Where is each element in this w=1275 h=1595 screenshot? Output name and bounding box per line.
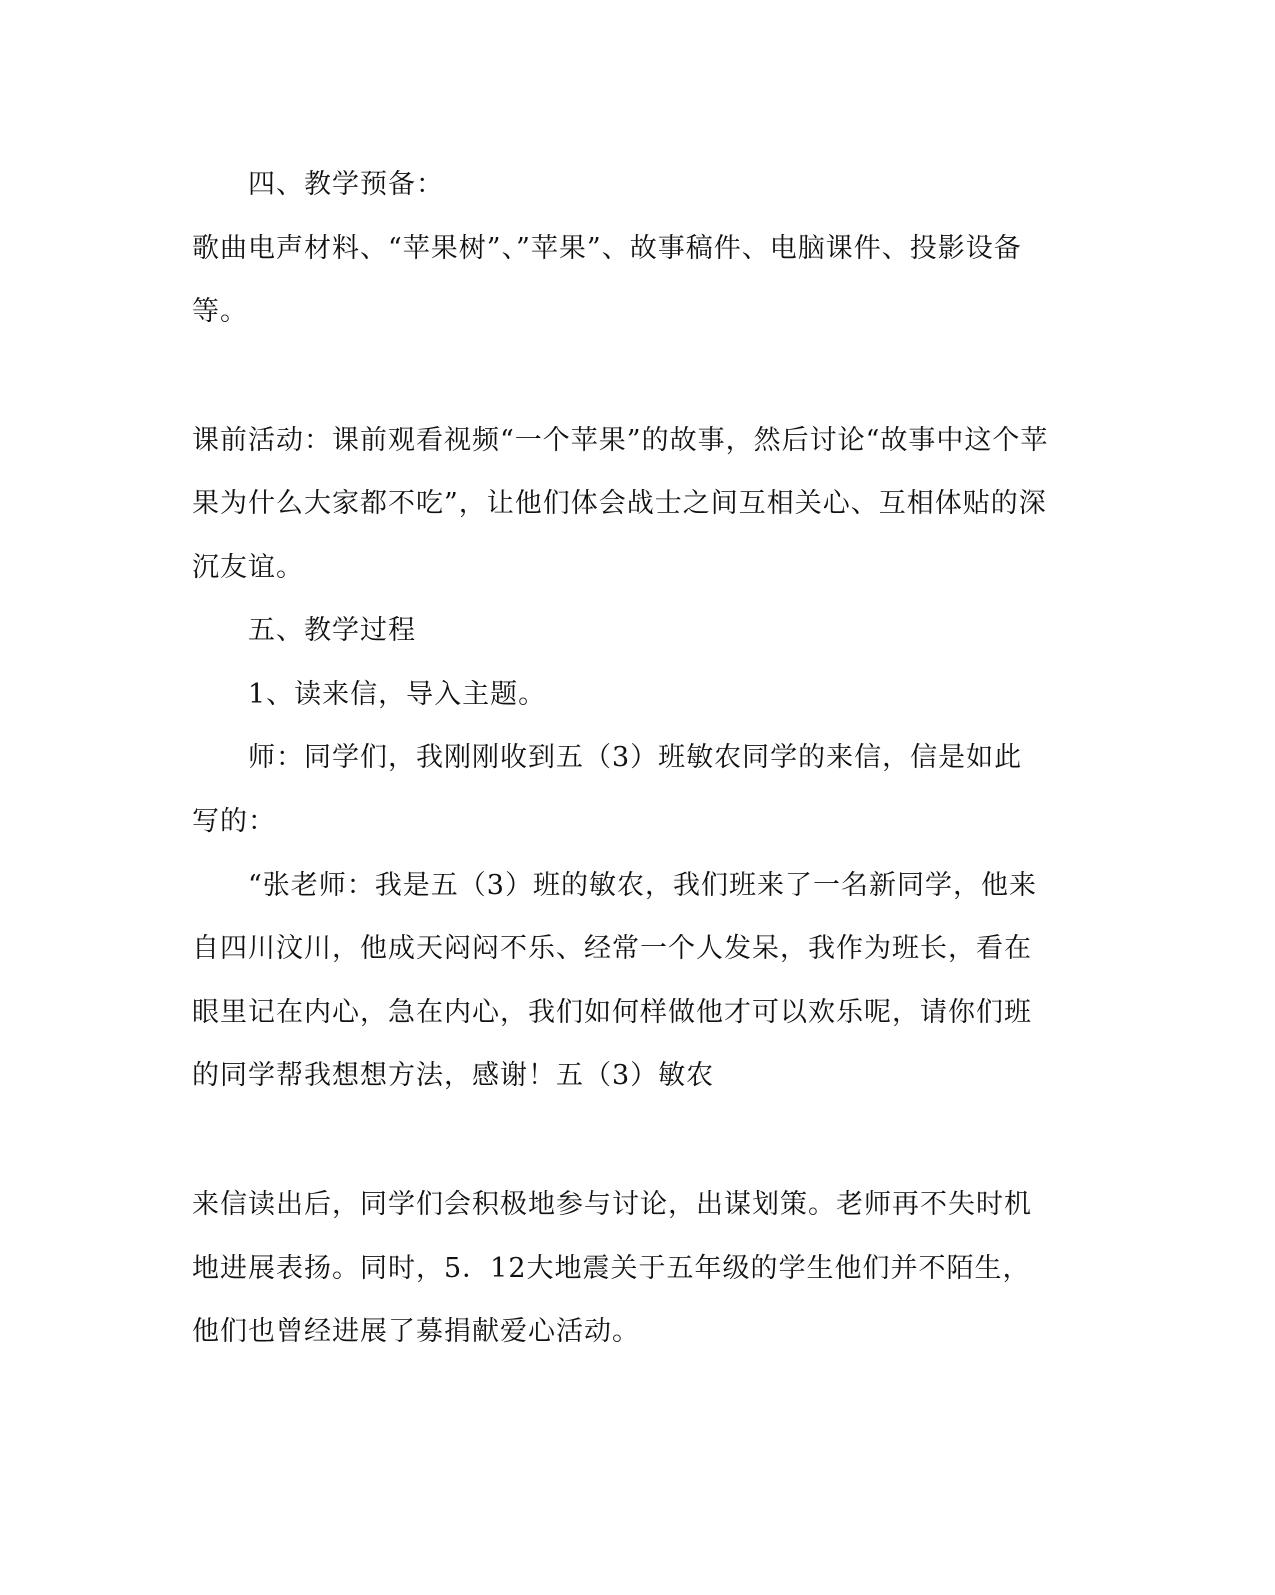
letter-line: 自四川汶川，他成天闷闷不乐、经常一个人发呆，我作为班长，看在	[192, 933, 1032, 964]
section-heading-4: 四、教学预备：	[248, 169, 444, 200]
paragraph-line: 写的：	[192, 806, 276, 837]
paragraph-line: 地进展表扬。同时，5．12大地震关于五年级的学生他们并不陌生，	[192, 1253, 1031, 1284]
paragraph-line: 课前活动：课前观看视频“一个苹果”的故事，然后讨论“故事中这个苹	[192, 425, 1049, 456]
paragraph-line: 果为什么大家都不吃”，让他们体会战士之间互相关心、互相体贴的深	[192, 488, 1047, 519]
letter-line: 的同学帮我想想方法，感谢！五（3）敏农	[192, 1060, 715, 1091]
paragraph-line: 等。	[192, 296, 248, 327]
subsection-heading: 1、读来信，导入主题。	[248, 679, 547, 710]
paragraph-line: 师：同学们，我刚刚收到五（3）班敏农同学的来信，信是如此	[248, 742, 1023, 773]
letter-line: “张老师：我是五（3）班的敏农，我们班来了一名新同学，他来	[248, 870, 1037, 901]
letter-line: 眼里记在内心，急在内心，我们如何样做他才可以欢乐呢，请你们班	[192, 997, 1032, 1028]
paragraph-line: 歌曲电声材料、“苹果树”、”苹果”、故事稿件、电脑课件、投影设备	[192, 233, 1022, 264]
paragraph-line: 他们也曾经进展了募捐献爱心活动。	[192, 1316, 640, 1347]
paragraph-line: 沉友谊。	[192, 552, 304, 583]
paragraph-line: 来信读出后，同学们会积极地参与讨论，出谋划策。老师再不失时机	[192, 1189, 1032, 1220]
section-heading-5: 五、教学过程	[248, 615, 416, 646]
